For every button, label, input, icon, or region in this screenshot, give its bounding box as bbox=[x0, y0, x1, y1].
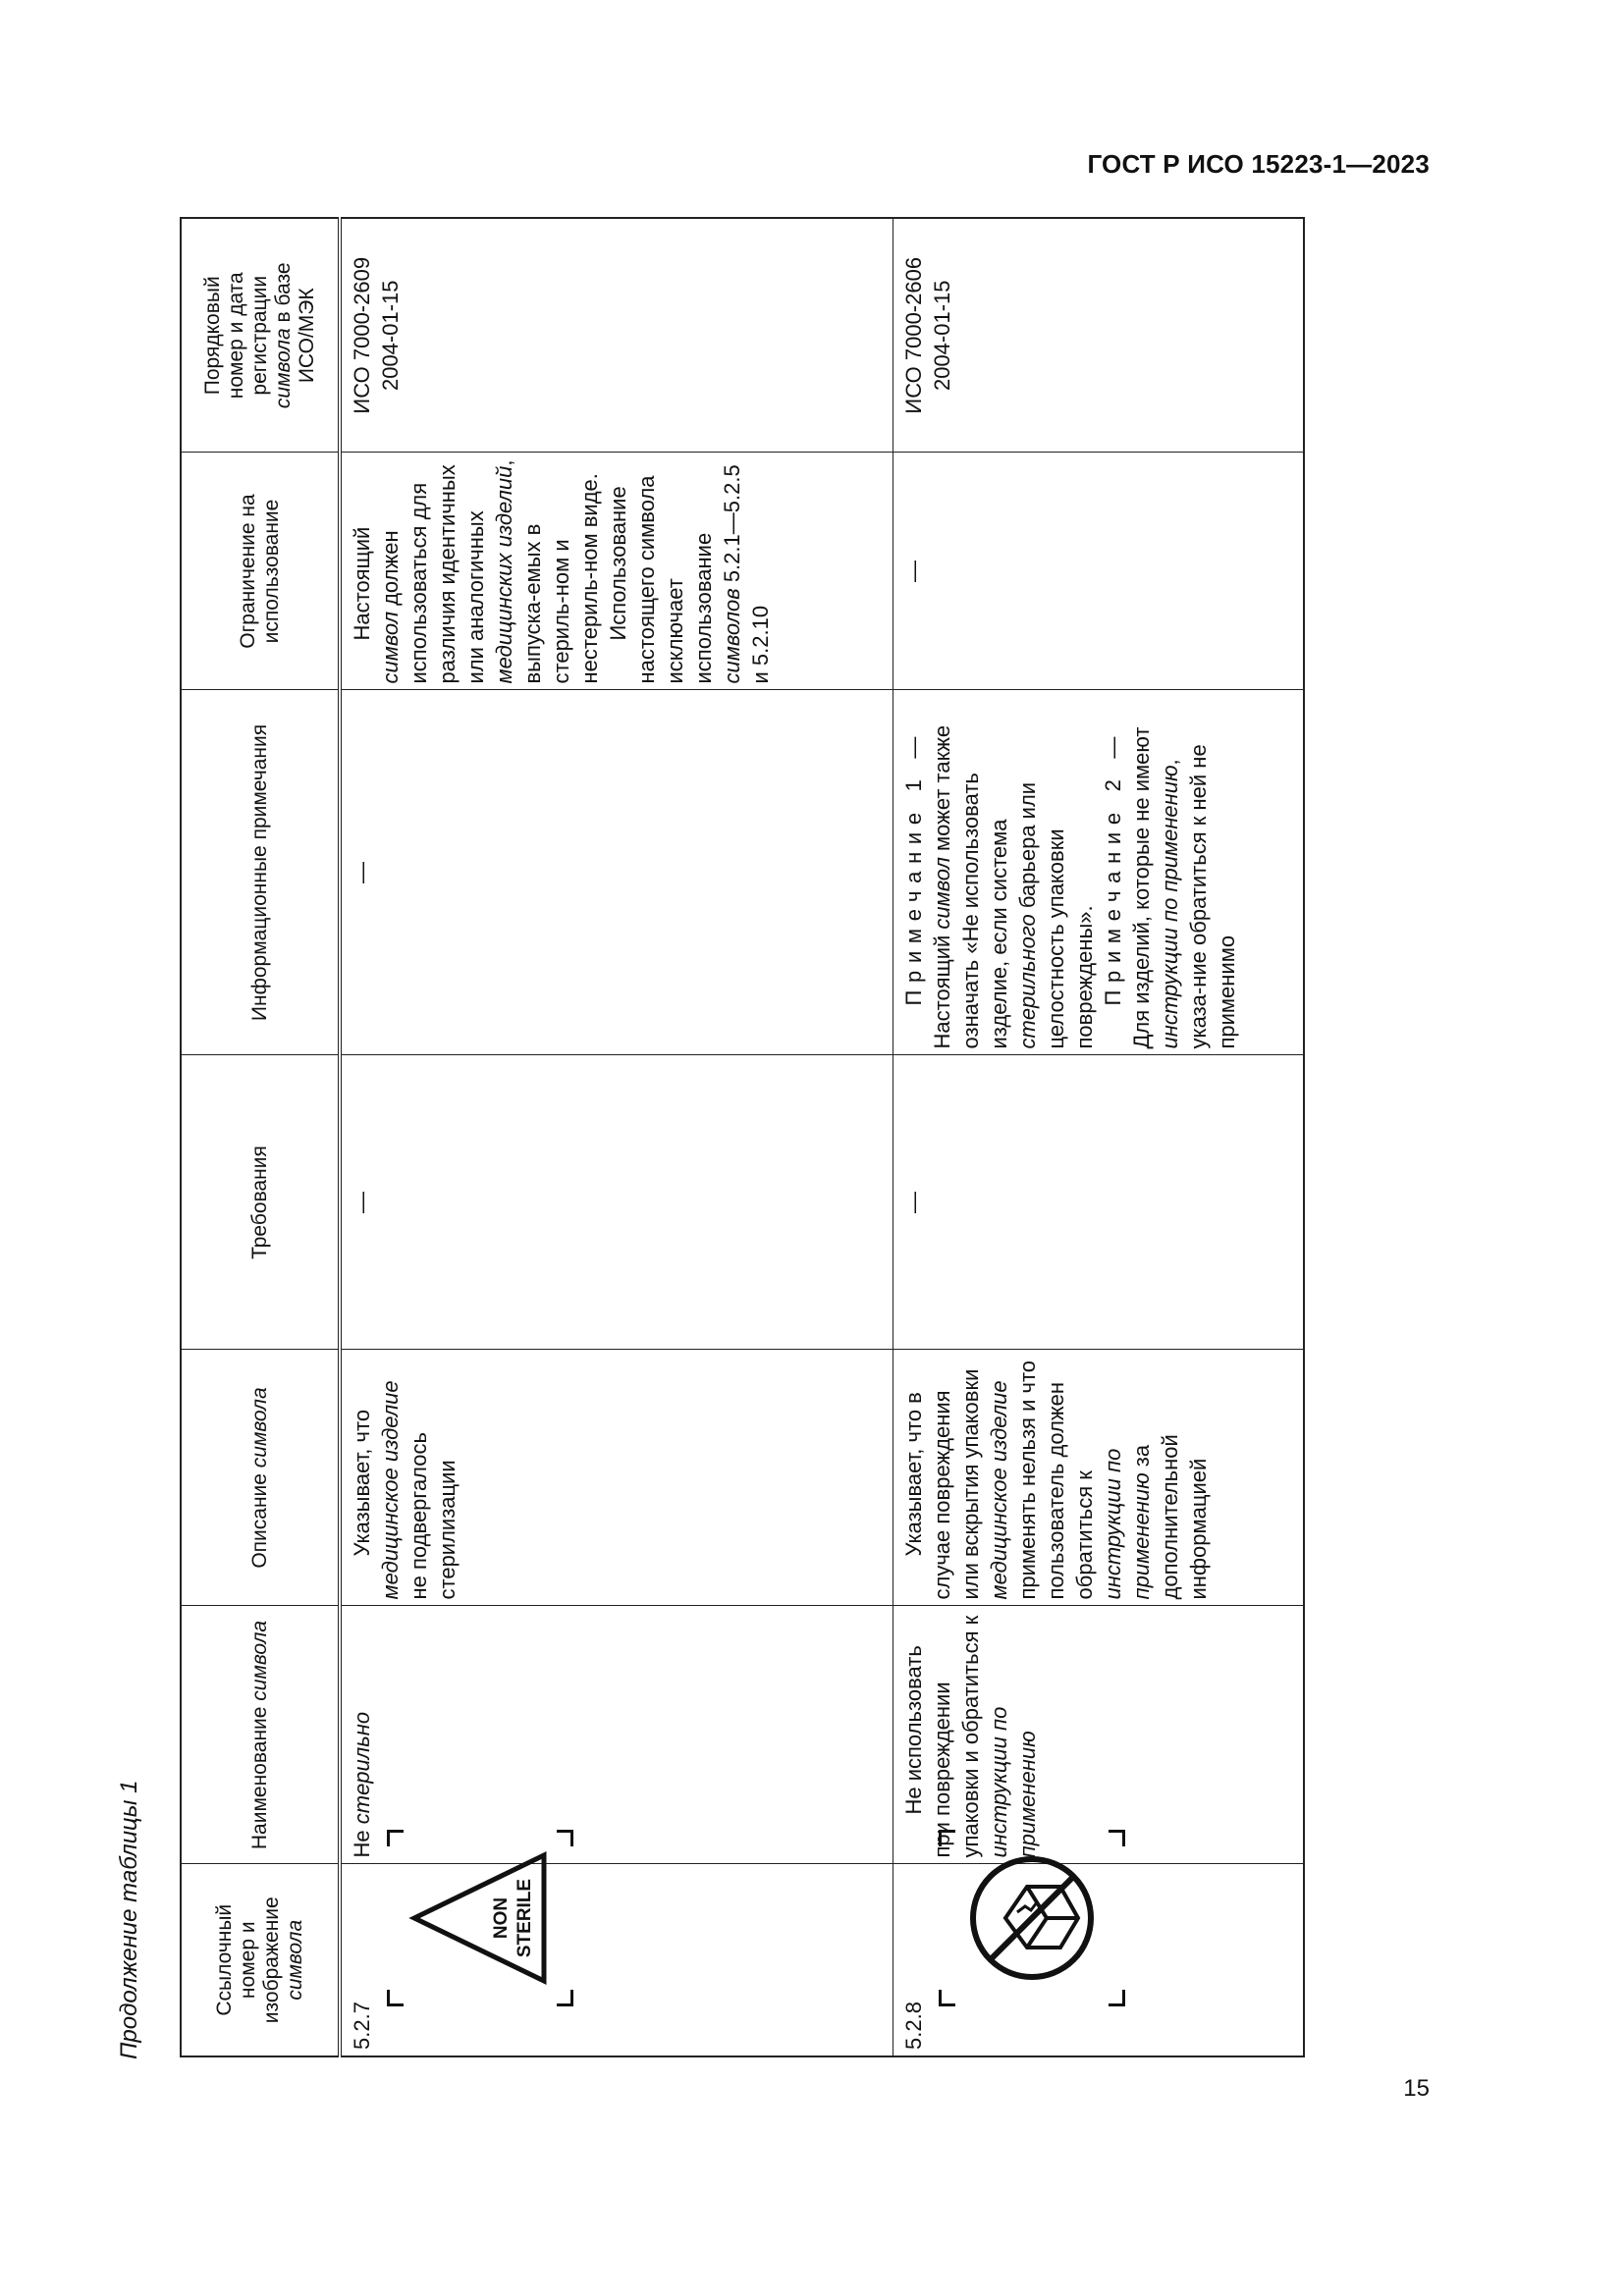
requirements-cell: — bbox=[893, 1055, 1304, 1350]
symbol-frame bbox=[939, 1830, 1125, 2006]
requirements-cell: — bbox=[340, 1055, 893, 1350]
symbol-ref-number: 5.2.7 bbox=[350, 2002, 374, 2050]
non-sterile-triangle-icon bbox=[406, 1849, 554, 1987]
symbol-text-non: NON bbox=[491, 1896, 512, 1940]
table-row bbox=[893, 218, 1304, 2056]
table-row bbox=[340, 218, 893, 2056]
note2-label: Примечание 2 — bbox=[1100, 728, 1125, 1006]
do-not-use-damaged-package-icon bbox=[958, 1849, 1106, 1987]
notes-cell: Примечание 1 — Настоящий символ может также означать «Не использовать изделие, если система стерильного барьера или целостность упаковки повреждены». Примечание 2 — Для изделий, которые не имеют инструкции по применению, указа-ние обратиться к ней не применимо bbox=[893, 690, 1304, 1055]
symbol-description: Указывает, что медицинское изделие не подвергалось стерилизации bbox=[340, 1350, 893, 1606]
restriction-cell: — bbox=[893, 453, 1304, 690]
note1-label: Примечание 1 — bbox=[900, 728, 926, 1006]
symbol-name: Не использовать при повреждении упаковки и обратиться к инструкции по применению bbox=[893, 1606, 1304, 1864]
col-header-requirements: Требования bbox=[181, 1055, 340, 1350]
symbols-table bbox=[180, 217, 1305, 2057]
col-header-registration: Порядковый номер и дата регистрации символа в базе ИСО/МЭК bbox=[181, 218, 340, 453]
symbol-description: Указывает, что в случае повреждения или вскрытия упаковки медицинское изделие применять нельзя и что пользователь должен обратиться к инструкции по применению за дополнительной информацией bbox=[893, 1350, 1304, 1606]
symbol-name: Не стерильно bbox=[340, 1606, 893, 1864]
restriction-cell: Настоящий символ должен использоваться для различия идентичных или аналогичных медицинских изделий, выпуска-емых в стериль-ном и нестериль-ном виде. Использование настоящего символа исключает использование символов 5.2.1—5.2.5 и 5.2.10 bbox=[340, 453, 893, 690]
col-header-notes: Информационные примечания bbox=[181, 690, 340, 1055]
col-header-restriction: Ограничение на использование bbox=[181, 453, 340, 690]
symbol-cell bbox=[340, 1864, 893, 2056]
symbol-ref-number: 5.2.8 bbox=[900, 2002, 926, 2050]
symbol-cell bbox=[893, 1864, 1304, 2056]
col-header-description: Описание символа bbox=[181, 1350, 340, 1606]
notes-cell: — bbox=[340, 690, 893, 1055]
symbol-text-sterile: STERILE bbox=[514, 1878, 535, 1958]
symbol-frame bbox=[387, 1830, 573, 2006]
registration-cell: ИСО 7000-2609 2004-01-15 bbox=[340, 218, 893, 453]
page-number: 15 bbox=[1403, 2075, 1430, 2102]
registration-cell: ИСО 7000-2606 2004-01-15 bbox=[893, 218, 1304, 453]
document-header: ГОСТ Р ИСО 15223-1—2023 bbox=[1087, 149, 1430, 179]
table-caption: Продолжение таблицы 1 bbox=[116, 1780, 142, 2059]
table-header-row bbox=[181, 218, 340, 2056]
symbols-table-wrapper bbox=[180, 219, 1304, 2057]
col-header-name: Наименование символа bbox=[181, 1606, 340, 1864]
col-header-ref: Ссылочный номер и изображение символа bbox=[181, 1864, 340, 2056]
